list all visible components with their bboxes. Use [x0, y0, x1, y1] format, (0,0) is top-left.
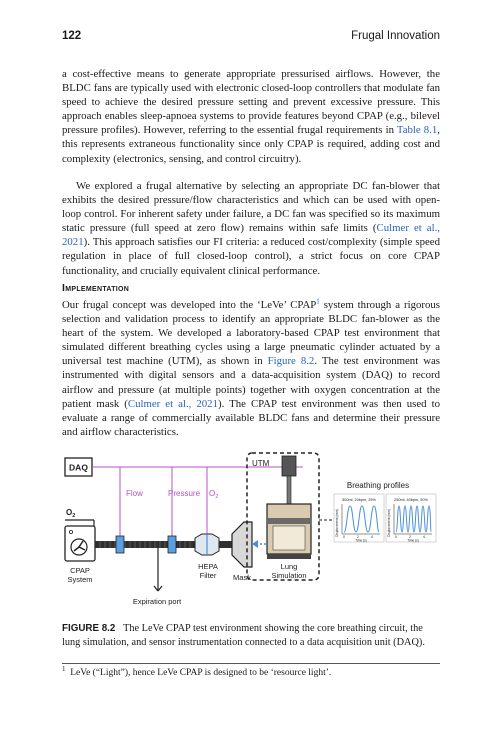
- cpap-test-diagram: [62, 448, 440, 613]
- paragraph-2-text-b: ). This approach satisfies our FI criteria: a reduced cost/complexity (simple speed regulation in place of full closed-loop control), a strict focus on core CPAP functionality, and crucially equivalent clinical performance.: [62, 236, 440, 277]
- page-header: [62, 30, 440, 46]
- pressure-sensor: [168, 536, 176, 553]
- footnote-ref-1[interactable]: 1: [316, 297, 320, 306]
- svg-text:2: 2: [409, 535, 411, 539]
- paragraph-2-text-a: We explored a frugal alternative by selecting an appropriate DC fan-blower that exhibits the desired pressure/flow characteristics and which can be used with open-loop control. For inherent safety under failure, a DC fan was specified so its maximum static pressure (full speed at zero flow) remains within safe limits (: [62, 180, 440, 235]
- cpap-label-line2: System: [67, 575, 93, 584]
- caption-label: FIGURE 8.2: [62, 623, 116, 634]
- section-heading-implementation: Implementation: [62, 282, 130, 294]
- expiration-port-label: Expiration port: [132, 597, 182, 606]
- o2-inlet-label: $O_2$: [66, 508, 76, 519]
- footnote-rule: [62, 663, 440, 664]
- svg-text:0: 0: [395, 535, 397, 539]
- plot-1-ylabel: Displacement (mm): [335, 509, 339, 537]
- lung-label-line2: Simulation: [271, 571, 307, 580]
- paragraph-1: [62, 67, 440, 166]
- plot-1-title: 500ml, 20bpm, 25%: [342, 498, 376, 502]
- running-head: Frugal Innovation: [351, 30, 440, 42]
- figure-8-2: [62, 448, 440, 613]
- plot-2-ylabel: Displacement (mm): [387, 509, 391, 537]
- svg-text:4: 4: [423, 535, 425, 539]
- breathing-plot-1: [334, 494, 384, 543]
- plot-2-title: 250ml, 40bpm, 50%: [394, 498, 428, 502]
- footnote-text: LeVe (“Light”), hence LeVe CPAP is designed to be ‘resource light’.: [70, 668, 332, 678]
- paragraph-3-text-a: Our frugal concept was developed into the ‘LeVe’ CPAP: [62, 299, 317, 311]
- lung-label-line1: Lung: [280, 562, 298, 571]
- figure-8-2-link[interactable]: Figure 8.2: [267, 355, 315, 368]
- plot-2-xlabel: Time (s): [407, 538, 419, 543]
- mask: [232, 522, 252, 567]
- paragraph-3: [62, 298, 440, 439]
- paragraph-2: [62, 179, 440, 278]
- svg-text:4: 4: [371, 535, 373, 539]
- breathing-profiles-title: Breathing profiles: [346, 481, 410, 490]
- hepa-label-line1: HEPA: [198, 562, 218, 571]
- caption-text: The LeVe CPAP test environment showing the core breathing circuit, the lung simulation, and sensor instrumentation connected to a data acquisition unit (DAQ).: [62, 623, 425, 648]
- paragraph-1-text-a: a cost-effective means to generate appropriate pressurised airflows. However, the BLDC fans are typically used with electronic closed-loop controllers that modulate fan speed to achieve the desired pressure setting and prevent excessive pressure. This approach enables sleep-apnoea systems to provide features beyond CPAP (e.g., bilevel pressure profiles). However, referring to the essential frugal requirements in: [62, 68, 440, 137]
- culmer-citation-link-1[interactable]: Culmer et al., 2021: [62, 222, 440, 249]
- o2-channel-label: $O_2$: [209, 489, 219, 500]
- utm-crosshead: [282, 456, 296, 476]
- culmer-citation-link-2[interactable]: Culmer et al., 2021: [127, 397, 218, 410]
- footnote: [62, 664, 440, 678]
- svg-text:0: 0: [343, 535, 345, 539]
- breathing-plot-2: [386, 494, 436, 543]
- flow-channel-label: Flow: [126, 489, 143, 498]
- svg-text:2: 2: [357, 535, 359, 539]
- paragraph-3-text-d: ). The CPAP test environment was then used to evaluate a range of commercially available BLDC fans and determine their pressure and airflow characteristics.: [62, 397, 440, 438]
- paragraph-1-text-b: , this represents extraneous functionality since only CPAP is required, adding cost and complexity (electronics, sensing, and control circuitry).: [62, 124, 440, 165]
- utm-label: UTM: [252, 459, 270, 468]
- plot-1-xlabel: Time (s): [355, 538, 367, 543]
- paragraph-3-text-b: system through a rigorous selection and validation process to identify an appropriate BLDC fan-blower as the heart of the system. We developed a laboratory-based CPAP test environment that simulated different breathing cycles using a large pneumatic cylinder actuated by a universal test machine (UTM), as shown in: [62, 299, 440, 368]
- paragraph-3-text-c: . The test environment was instrumented with digital sensors and a data-acquisition system (DAQ) to record airflow and pressure (at multiple points) together with oxygen concentration at the patient mask (: [62, 355, 440, 410]
- pressure-channel-label: Pressure: [168, 489, 201, 498]
- footnote-mark: 1: [62, 664, 66, 673]
- table-8-1-link[interactable]: Table 8.1: [396, 124, 438, 137]
- flow-sensor: [116, 536, 124, 553]
- figure-caption: [62, 622, 440, 650]
- mask-label: Mask: [233, 573, 251, 582]
- daq-label: DAQ: [69, 462, 88, 473]
- utm-rod: [287, 476, 291, 504]
- hepa-label-line2: Filter: [199, 571, 217, 580]
- page-number: 122: [62, 30, 82, 42]
- cpap-label-line1: CPAP: [70, 566, 90, 575]
